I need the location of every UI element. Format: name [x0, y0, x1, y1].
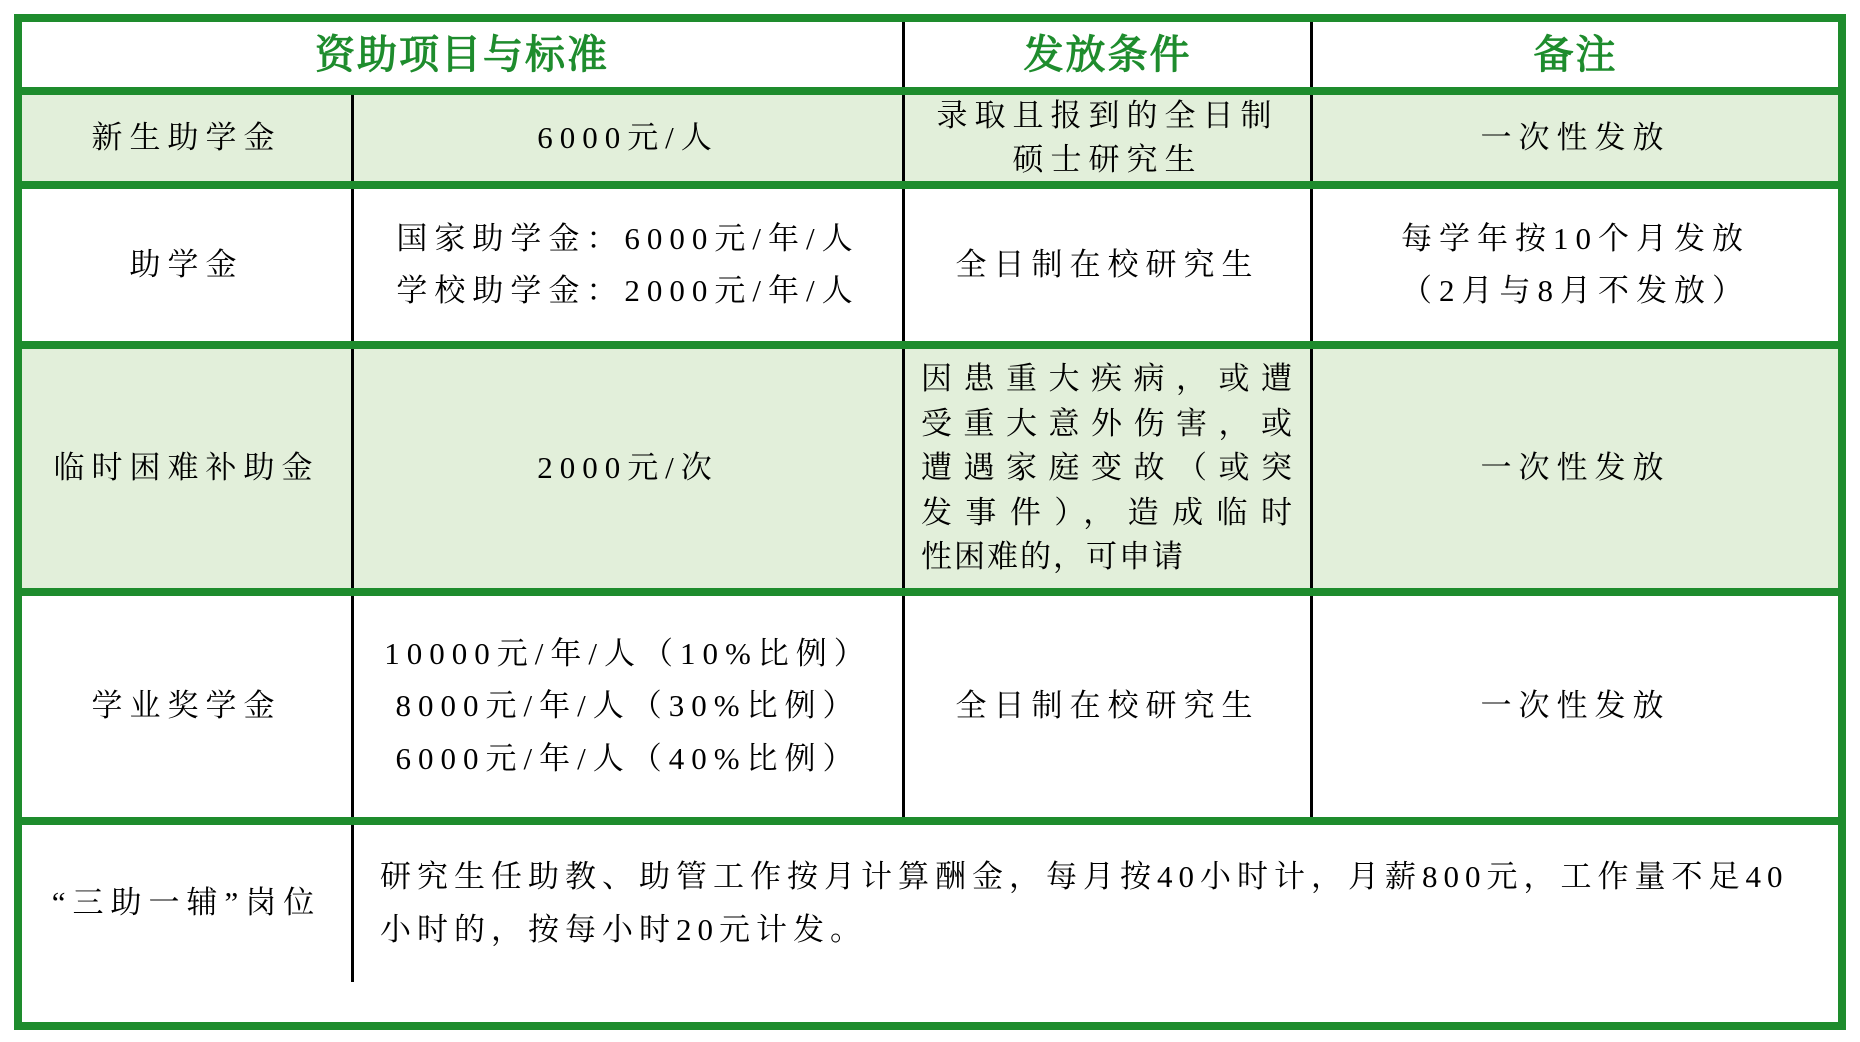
cell-line: 一次性发放	[1480, 450, 1671, 486]
cell-project	[22, 349, 351, 588]
project-label: 助学金	[129, 246, 244, 282]
header-note-label: 备注	[1533, 31, 1618, 77]
cell-standard	[351, 349, 902, 588]
cell-line: 学校助学金：2000元/年/人	[396, 273, 860, 308]
cell-line: 8000元/年/人（30%比例）	[395, 688, 861, 724]
cell-merged-description	[351, 825, 1838, 982]
project-label: “三助一辅”岗位	[51, 885, 322, 921]
cell-line: 性困难的，可申请	[921, 539, 1185, 575]
cell-project	[22, 596, 351, 817]
cell-line: 遭遇家庭变故（或突	[921, 450, 1294, 486]
cell-line: 每学年按10个月发放	[1401, 220, 1750, 256]
row-stipend	[22, 189, 1838, 349]
project-label: 临时困难补助金	[53, 450, 320, 486]
cell-standard	[351, 596, 902, 817]
merged-description-text: 研究生任助教、助管工作按月计算酬金，每月按40小时计，月薪800元，工作量不足40小时的，按每小时20元计发。	[380, 859, 1789, 947]
cell-line: 一次性发放	[1480, 119, 1671, 155]
cell-line: 国家助学金：6000元/年/人	[396, 220, 860, 256]
cell-line: 2000元/次	[537, 450, 719, 486]
cell-condition	[902, 95, 1310, 181]
cell-line: 发事件），造成临时	[921, 494, 1294, 530]
row-temporary-hardship-subsidy	[22, 349, 1838, 596]
cell-note	[1310, 596, 1838, 817]
cell-condition	[902, 189, 1310, 341]
cell-project	[22, 825, 351, 982]
cell-line: 因患重大疾病，或遭	[921, 360, 1294, 396]
cell-condition	[902, 349, 1310, 588]
cell-standard	[351, 189, 902, 341]
row-freshman-grant	[22, 95, 1838, 189]
cell-line: 10000元/年/人（10%比例）	[384, 636, 872, 672]
cell-line: 受重大意外伤害，或	[921, 405, 1294, 441]
project-label: 新生助学金	[91, 119, 282, 155]
cell-note	[1310, 189, 1838, 341]
cell-line: （2月与8月不发放）	[1401, 273, 1750, 308]
cell-project	[22, 95, 351, 181]
header-condition-label: 发放条件	[1023, 31, 1192, 77]
cell-note	[1310, 95, 1838, 181]
cell-line: 6000元/年/人（40%比例）	[395, 740, 861, 776]
cell-standard	[351, 95, 902, 181]
cell-note	[1310, 349, 1838, 588]
row-academic-scholarship	[22, 596, 1838, 825]
header-project-standard-label: 资助项目与标准	[315, 31, 609, 77]
header-project-standard	[22, 22, 902, 87]
cell-line: 硕士研究生	[1012, 142, 1203, 177]
funding-table	[14, 14, 1846, 1030]
cell-line: 全日制在校研究生	[955, 688, 1260, 724]
table-header-row	[22, 22, 1838, 95]
cell-project	[22, 189, 351, 341]
header-condition	[902, 22, 1310, 87]
cell-line: 一次性发放	[1480, 688, 1671, 724]
cell-line: 全日制在校研究生	[955, 246, 1260, 282]
header-note	[1310, 22, 1838, 87]
cell-line: 6000元/人	[537, 119, 719, 155]
project-label: 学业奖学金	[91, 688, 282, 724]
cell-condition	[902, 596, 1310, 817]
cell-line: 录取且报到的全日制	[936, 97, 1279, 133]
row-assistant-positions	[22, 825, 1838, 982]
